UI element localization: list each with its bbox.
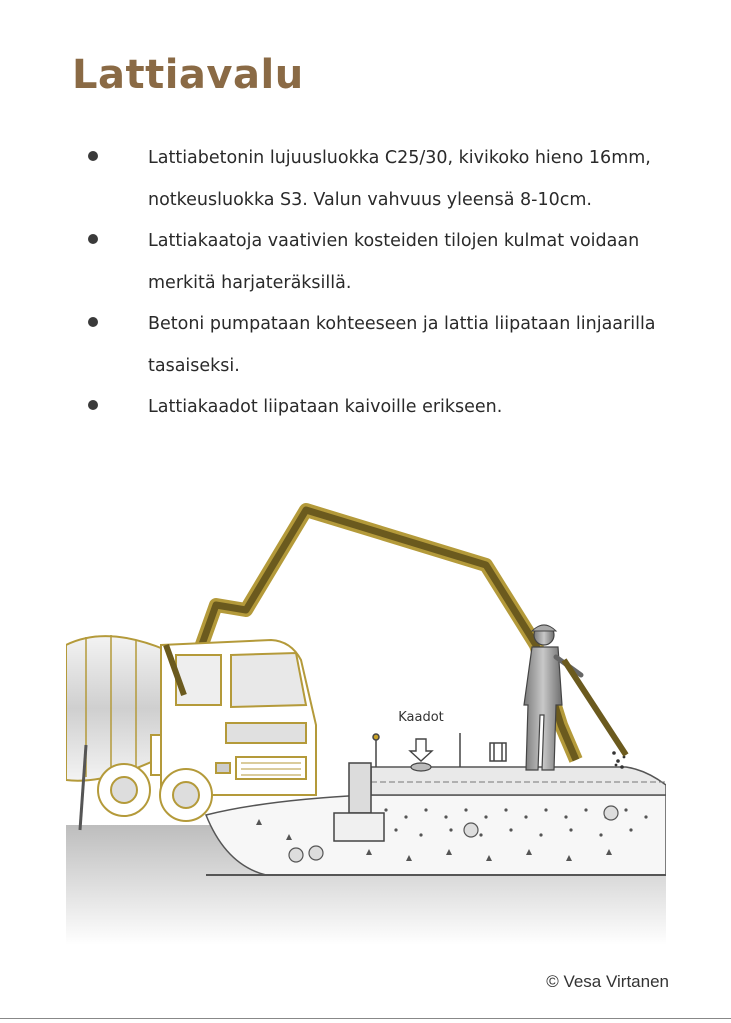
bullet-text: Lattiakaadot liipataan kaivoille erikseen. [148, 397, 503, 417]
floor-drain [411, 763, 431, 771]
concrete-pour-illustration [66, 495, 666, 945]
list-item [88, 138, 678, 221]
bullet-text: Betoni pumpataan kohteeseen ja lattia liipataan linjaarilla tasaiseksi. [148, 314, 656, 376]
mixer-truck [66, 635, 316, 830]
list-item [88, 304, 678, 387]
slope-arrow-icon [410, 739, 432, 761]
formwork [349, 763, 371, 813]
gravel-base [206, 795, 666, 875]
bullet-icon [88, 400, 98, 410]
rebar-markers [373, 733, 506, 767]
bullet-list [88, 138, 678, 429]
bottom-divider [0, 1018, 731, 1019]
bullet-icon [88, 317, 98, 327]
page-title: Lattiavalu [72, 52, 304, 98]
bullet-text: Lattiabetonin lujuusluokka C25/30, kivikoko hieno 16mm, notkeusluokka S3. Valun vahvuus yleensä 8-10cm. [148, 148, 651, 210]
kaadot-label: Kaadot [398, 710, 444, 725]
bullet-text: Lattiakaatoja vaativien kosteiden tilojen kulmat voidaan merkitä harjateräksillä. [148, 231, 640, 293]
bullet-icon [88, 234, 98, 244]
list-item [88, 221, 678, 304]
concrete-slab [371, 767, 666, 795]
foundation-block [334, 813, 384, 841]
copyright: © Vesa Virtanen [546, 972, 669, 991]
bullet-icon [88, 151, 98, 161]
list-item [88, 387, 678, 429]
